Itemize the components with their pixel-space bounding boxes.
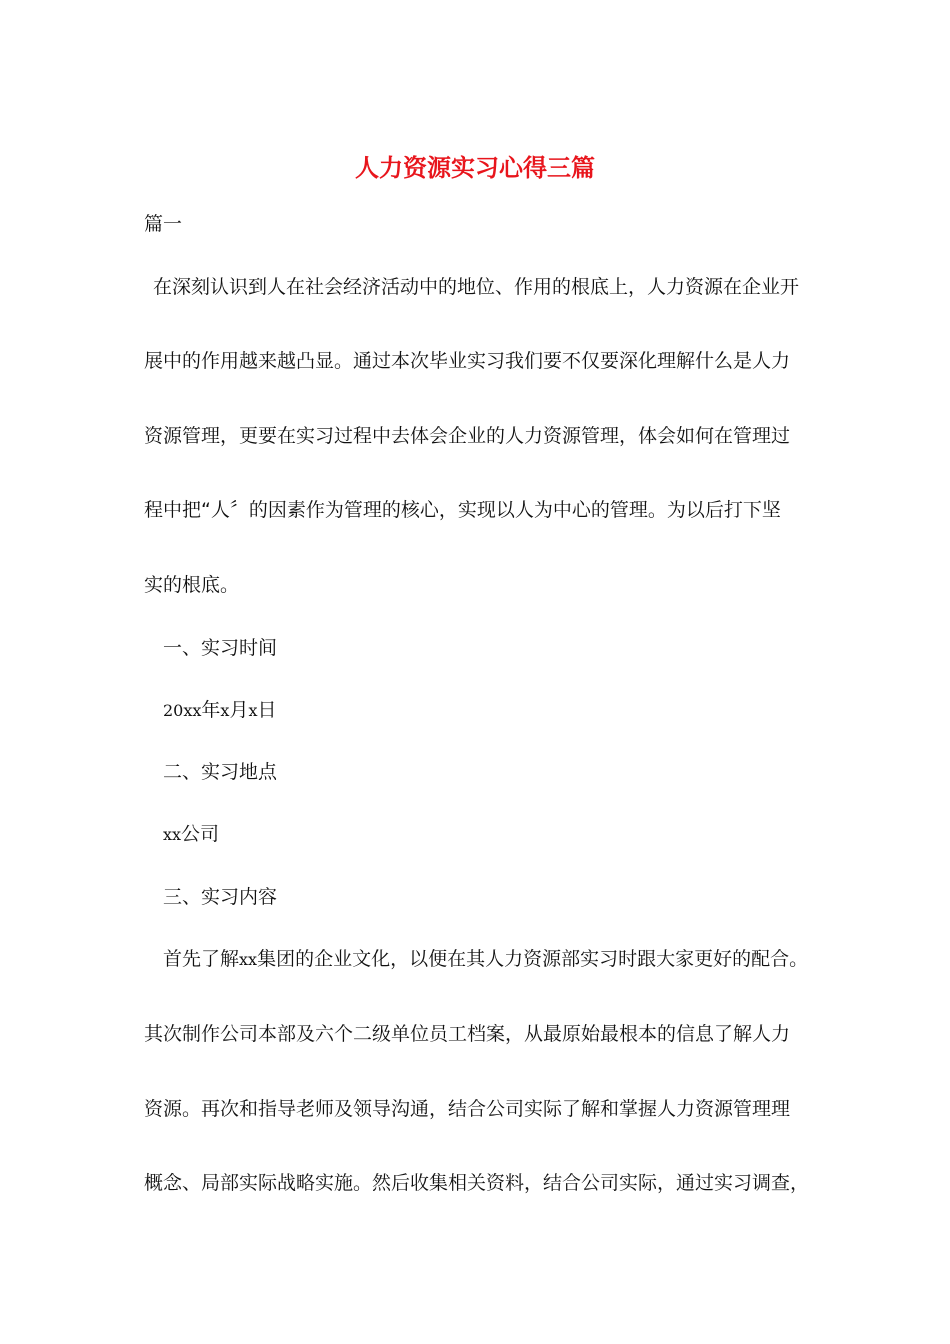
internship-place — [163, 820, 219, 849]
paragraph-line: 资源管理，更要在实习过程中去体会企业的人力资源管理，体会如何在管理过 — [144, 425, 791, 447]
content-first-after: 集团的企业文化，以便在其人力资源部实习时跟大家更好的配合。 — [257, 948, 809, 970]
internship-date — [163, 696, 277, 725]
heading-internship-content: 三、实习内容 — [163, 886, 278, 908]
heading-internship-place: 二、实习地点 — [163, 761, 278, 783]
date-day: x — [248, 701, 258, 720]
paragraph-line: 程中把“人〞的因素作为管理的核心，实现以人为中心的管理。为以后打下坚 — [144, 499, 781, 521]
paragraph-line: 实的根底。 — [144, 574, 240, 596]
date-month-unit: 月 — [229, 699, 249, 721]
date-year-unit: 年 — [201, 699, 221, 721]
paragraph-line: 概念、局部实际战略实施。然后收集相关资料，结合公司实际，通过实习调查， — [144, 1172, 810, 1194]
paragraph-line — [163, 945, 808, 974]
place-name: xx — [163, 825, 182, 844]
date-year: 20xx — [163, 701, 202, 720]
paragraph-line: 展中的作用越来越凸显。通过本次毕业实习我们要不仅要深化理解什么是人力 — [144, 350, 791, 372]
document-title: 人力资源实习心得三篇 — [355, 153, 595, 182]
content-first-before: 首先了解 — [163, 948, 240, 970]
paragraph-line: 在深刻认识到人在社会经济活动中的地位、作用的根底上，人力资源在企业开 — [153, 276, 800, 298]
place-suffix: 公司 — [181, 823, 220, 845]
paragraph-line: 资源。再次和指导老师及领导沟通，结合公司实际了解和掌握人力资源管理理 — [144, 1098, 791, 1120]
section-label: 篇一 — [144, 213, 183, 235]
paragraph-line: 其次制作公司本部及六个二级单位员工档案，从最原始最根本的信息了解人力 — [144, 1023, 791, 1045]
date-day-unit: 日 — [257, 699, 277, 721]
content-first-name: xx — [239, 950, 258, 969]
heading-internship-time: 一、实习时间 — [163, 637, 278, 659]
date-month: x — [220, 701, 230, 720]
